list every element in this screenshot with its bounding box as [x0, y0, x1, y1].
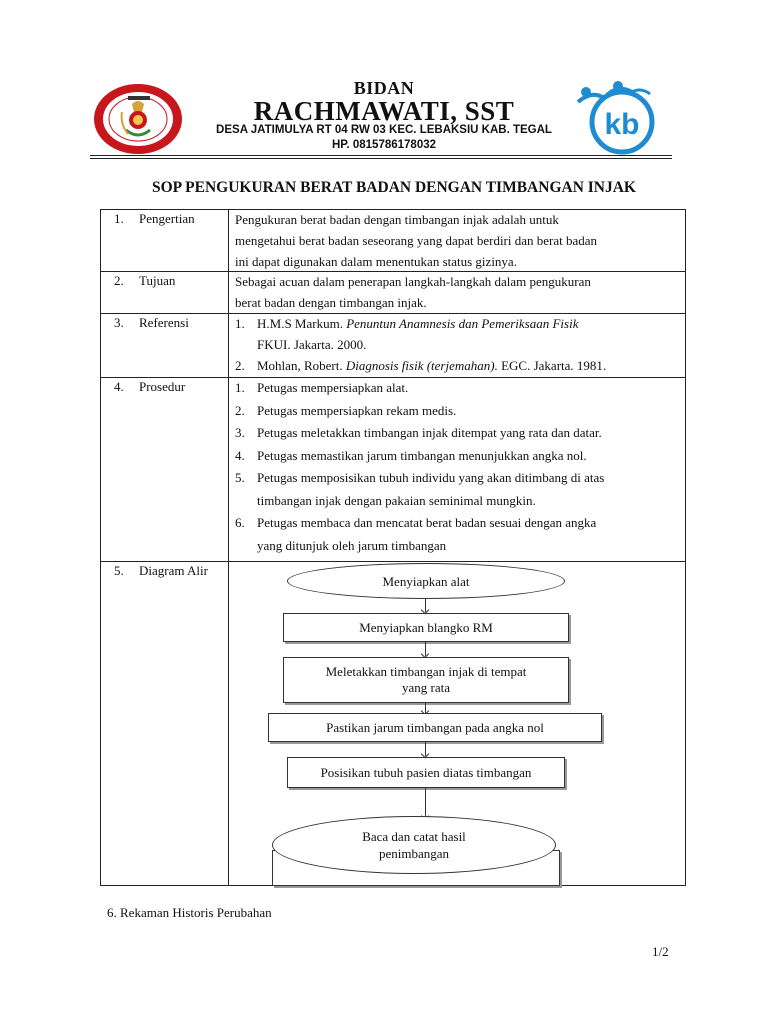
row-label-tujuan: Tujuan: [139, 273, 176, 288]
kb-logo: [570, 80, 668, 156]
reference-list: 1. H.M.S Markum. Penuntun Anamnesis dan Pemeriksaan Fisik FKUI. Jakarta. 2000. 2. Mohlan, Robert. Diagnosis fisik (terjemahan). EGC. Jakarta. 1981.: [235, 313, 681, 376]
flow-step-4: Pastikan jarum timbangan pada angka nol: [268, 713, 602, 742]
row-label-referensi: Referensi: [139, 315, 189, 330]
flow-step-2: Menyiapkan blangko RM: [283, 613, 569, 642]
reference-item: 2. Mohlan, Robert. Diagnosis fisik (terjemahan). EGC. Jakarta. 1981.: [235, 358, 607, 373]
row-content-pengertian: Pengukuran berat badan dengan timbangan injak adalah untuk mengetahui berat badan seseorang yang dapat berdiri dan berat badan ini dapat digunakan dalam menentukan status gizinya.: [235, 212, 598, 269]
flow-end-oval: Baca dan catat hasil penimbangan: [272, 816, 556, 874]
header-title-name: RACHMAWATI, SST: [253, 96, 515, 126]
ibi-logo: [92, 82, 184, 156]
kb-logo-text: kb: [604, 108, 640, 141]
flow-arrow: [425, 788, 426, 818]
procedure-step: 3. Petugas meletakkan timbangan injak ditempat yang rata dan datar.: [235, 425, 602, 440]
flow-arrow: [425, 702, 426, 713]
procedure-list: 1. Petugas mempersiapkan alat. 2. Petugas mempersiapkan rekam medis. 3. Petugas meletakkan timbangan injak ditempat yang rata dan datar. 4. Petugas memastikan jarum timbangan menunjukkan angka nol. 5. Petugas memposisikan tubuh individu yang akan ditimbang di atas timbangan injak dengan pakaian seminimal mungkin. 6. Petugas membaca dan mencatat berat badan sesuai dengan angka yang ditunjuk oleh jarum timbangan: [235, 377, 681, 557]
reference-item: 1. H.M.S Markum. Penuntun Anamnesis dan Pemeriksaan Fisik: [235, 316, 579, 331]
flow-arrow: [425, 742, 426, 756]
row-label-pengertian: Pengertian: [139, 211, 195, 226]
procedure-step: 4. Petugas memastikan jarum timbangan menunjukkan angka nol.: [235, 447, 587, 463]
flow-arrow: [425, 598, 426, 612]
flow-step-5: Posisikan tubuh pasien diatas timbangan: [287, 757, 565, 788]
flow-arrow: [425, 642, 426, 656]
row-label-prosedur: Prosedur: [139, 379, 186, 394]
procedure-step: 6. Petugas membaca dan mencatat berat badan sesuai dengan angka: [235, 515, 597, 530]
row-content-tujuan: Sebagai acuan dalam penerapan langkah-langkah dalam pengukuran berat badan dengan timbangan injak.: [235, 274, 591, 310]
header-divider-thin: [90, 158, 672, 159]
row-number: 3.: [114, 315, 124, 330]
row-number: 2.: [114, 273, 124, 288]
procedure-step: 1. Petugas mempersiapkan alat.: [235, 380, 409, 395]
header-phone: HP. 0815786178032: [331, 139, 437, 151]
document-title: SOP PENGUKURAN BERAT BADAN DENGAN TIMBANGAN INJAK: [152, 179, 636, 196]
row-number: 1.: [114, 211, 124, 226]
row-label-diagram-alir: Diagram Alir: [139, 563, 208, 578]
header-title-small: BIDAN: [353, 78, 415, 98]
section-6-heading: 6. Rekaman Historis Perubahan: [107, 905, 272, 920]
page-number: 1/2: [652, 944, 669, 959]
header-divider: [90, 155, 672, 156]
row-number: 4.: [114, 379, 124, 394]
flow-start-oval: Menyiapkan alat: [287, 563, 565, 599]
procedure-step: 2. Petugas mempersiapkan rekam medis.: [235, 402, 457, 418]
flow-step-3: Meletakkan timbangan injak di tempat yang rata: [283, 657, 569, 703]
header-address: DESA JATIMULYA RT 04 RW 03 KEC. LEBAKSIU KAB. TEGAL: [216, 124, 552, 136]
procedure-step: 5. Petugas memposisikan tubuh individu yang akan ditimbang di atas: [235, 470, 605, 485]
row-number: 5.: [114, 563, 124, 578]
